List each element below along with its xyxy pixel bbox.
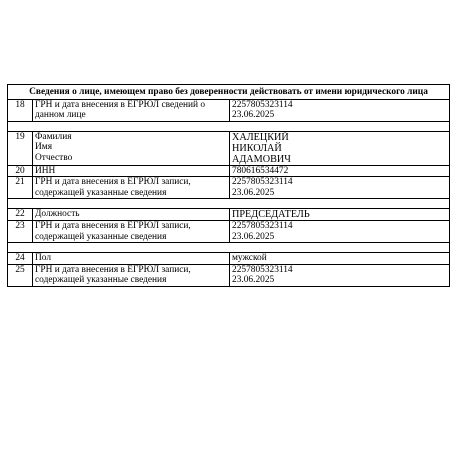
row-value: 2257805323114 23.06.2025 xyxy=(230,99,450,121)
row-label: Должность xyxy=(33,209,230,221)
row-label: ИНН xyxy=(33,165,230,177)
table-row-19 xyxy=(8,131,450,165)
row-value: ХАЛЕЦКИЙ НИКОЛАЙ АДАМОВИЧ xyxy=(230,131,450,165)
table-row-20 xyxy=(8,165,450,177)
row-label: Фамилия Имя Отчество xyxy=(33,131,230,165)
row-number: 22 xyxy=(8,209,33,221)
row-value: 2257805323114 23.06.2025 xyxy=(230,221,450,243)
egrul-extract-page xyxy=(7,84,449,287)
spacer-row xyxy=(8,199,450,209)
row-number: 19 xyxy=(8,131,33,165)
row-value: 2257805323114 23.06.2025 xyxy=(230,264,450,286)
section-title: Сведения о лице, имеющем право без доверенности действовать от имени юридического лица xyxy=(8,85,450,100)
row-label: Пол xyxy=(33,253,230,265)
row-value: ПРЕДСЕДАТЕЛЬ xyxy=(230,209,450,221)
row-label: ГРН и дата внесения в ЕГРЮЛ сведений о данном лице xyxy=(33,99,230,121)
table-row-18 xyxy=(8,99,450,121)
section-header-row xyxy=(8,85,450,100)
table-row-24 xyxy=(8,253,450,265)
row-value: 2257805323114 23.06.2025 xyxy=(230,177,450,199)
row-value: мужской xyxy=(230,253,450,265)
row-number: 24 xyxy=(8,253,33,265)
row-number: 23 xyxy=(8,221,33,243)
row-number: 25 xyxy=(8,264,33,286)
table-row-23 xyxy=(8,221,450,243)
spacer-row xyxy=(8,243,450,253)
row-label: ГРН и дата внесения в ЕГРЮЛ записи, содержащей указанные сведения xyxy=(33,177,230,199)
row-number: 18 xyxy=(8,99,33,121)
table-row-21 xyxy=(8,177,450,199)
table-row-25 xyxy=(8,264,450,286)
row-value: 780616534472 xyxy=(230,165,450,177)
row-number: 20 xyxy=(8,165,33,177)
row-label: ГРН и дата внесения в ЕГРЮЛ записи, содержащей указанные сведения xyxy=(33,221,230,243)
row-number: 21 xyxy=(8,177,33,199)
row-label: ГРН и дата внесения в ЕГРЮЛ записи, содержащей указанные сведения xyxy=(33,264,230,286)
table-row-22 xyxy=(8,209,450,221)
egrul-table xyxy=(7,84,450,287)
spacer-row xyxy=(8,121,450,131)
